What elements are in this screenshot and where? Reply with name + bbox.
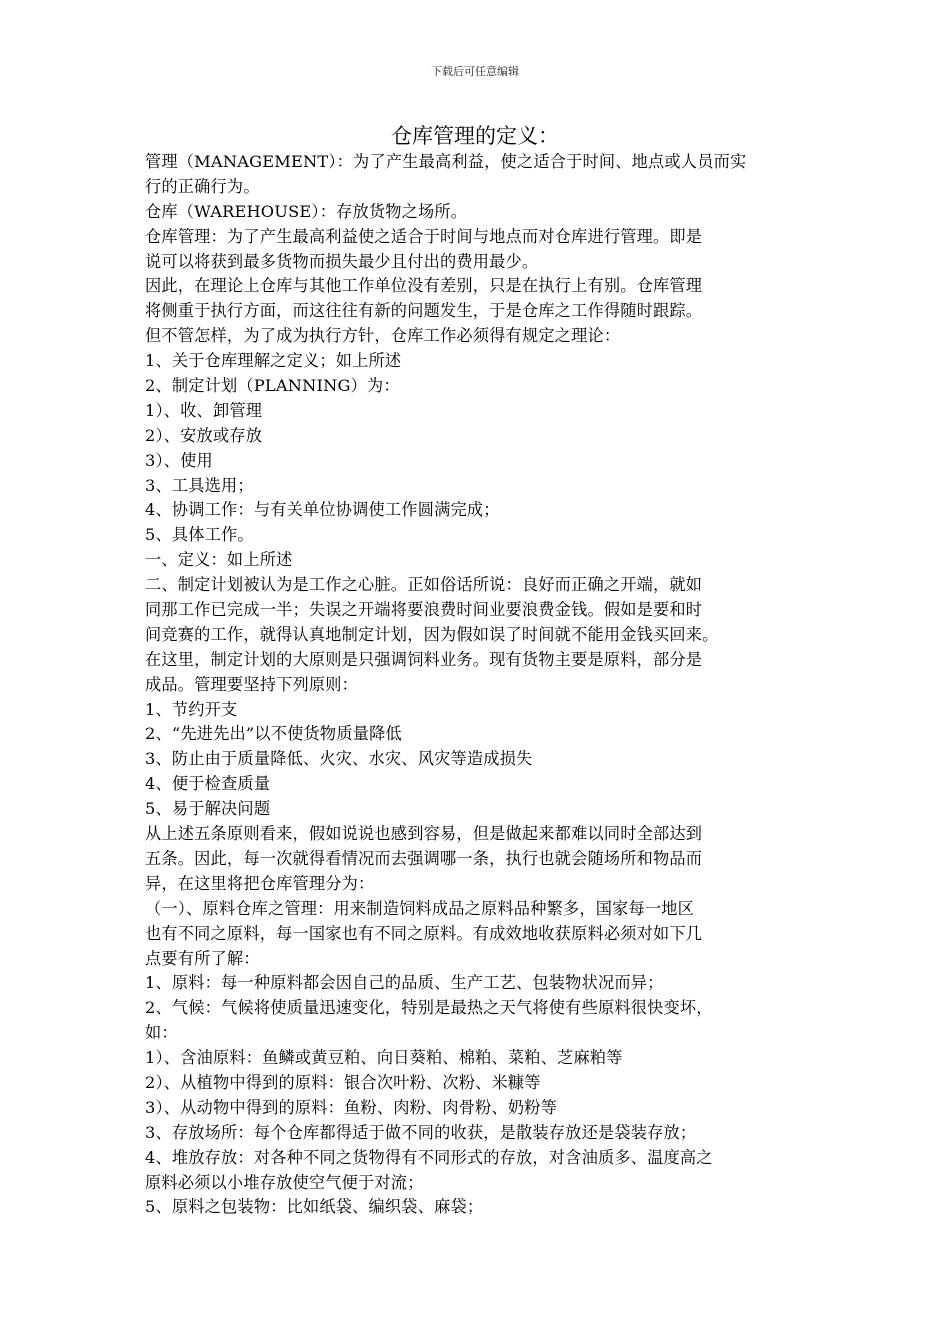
body-text-line: 但不管怎样，为了成为执行方针，仓库工作必须得有规定之理论： <box>145 326 621 346</box>
body-text-line: 一、定义：如上所述 <box>145 550 293 570</box>
document-body <box>145 150 813 1220</box>
body-text-line: 4、协调工作：与有关单位协调使工作圆满完成； <box>145 500 500 520</box>
body-text-line: （一）、原料仓库之管理：用来制造饲料成品之原料品种繁多，国家每一地区 <box>145 898 695 918</box>
body-text-line: 2）、从植物中得到的原料：银合次叶粉、次粉、米糠等 <box>145 1072 541 1092</box>
body-text-line: 说可以将获到最多货物而损失最少且付出的费用最少。 <box>145 251 539 271</box>
header-note: 下载后可任意编辑 <box>431 65 519 78</box>
body-text-line: 间竞赛的工作，就得认真地制定计划，因为假如误了时间就不能用金钱买回来。 <box>145 624 719 644</box>
body-text-line: 1）、收、卸管理 <box>145 400 263 420</box>
body-text-line: 行的正确行为。 <box>145 176 260 196</box>
body-text-line: 也有不同之原料，每一国家也有不同之原料。有成效地收获原料必须对如下几 <box>145 923 703 943</box>
body-text-line: 原料必须以小堆存放使空气便于对流； <box>145 1172 424 1192</box>
body-text-line: 3、工具选用； <box>145 475 254 495</box>
body-text-line: 二、制定计划被认为是工作之心脏。正如俗话所说：良好而正确之开端，就如 <box>145 575 703 595</box>
body-text-line: 同那工作已完成一半；失误之开端将要浪费时间业要浪费金钱。假如是要和时 <box>145 600 703 620</box>
body-text-line: 管理（MANAGEMENT）：为了产生最高利益，使之适合于时间、地点或人员而实 <box>145 152 747 171</box>
body-text-line: 1、关于仓库理解之定义；如上所述 <box>145 351 402 371</box>
body-text-line: 3、存放场所：每个仓库都得适于做不同的收获，是散装存放还是袋装存放； <box>145 1122 697 1142</box>
body-text-line: 从上述五条原则看来，假如说说也感到容易，但是做起来都难以同时全部达到 <box>145 824 703 844</box>
body-text-line: 2、气候：气候将使质量迅速变化，特别是最热之天气将使有些原料很快变坏， <box>145 998 713 1018</box>
body-text-line: 如： <box>145 1023 178 1043</box>
body-text-line: 成品。管理要坚持下列原则： <box>145 674 359 694</box>
body-text-line: 4、便于检查质量 <box>145 774 271 794</box>
body-text-line: 仓库（WAREHOUSE）：存放货物之场所。 <box>145 201 468 221</box>
body-text-line: 仓库管理：为了产生最高利益使之适合于时间与地点而对仓库进行管理。即是 <box>145 226 703 246</box>
body-text-line: 3）、使用 <box>145 450 213 470</box>
body-text-line: 1）、含油原料：鱼鳞或黄豆粕、向日葵粕、棉粕、菜粕、芝麻粕等 <box>145 1048 623 1068</box>
body-text-line: 因此，在理论上仓库与其他工作单位没有差别，只是在执行上有别。仓库管理 <box>145 276 703 296</box>
body-text-line: 1、原料：每一种原料都会因自己的品质、生产工艺、包装物状况而异； <box>145 973 664 993</box>
body-text-line: 5、原料之包装物：比如纸袋、编织袋、麻袋； <box>145 1197 484 1217</box>
body-text-line: 点要有所了解： <box>145 948 260 968</box>
body-text-line: 1、节约开支 <box>145 699 238 719</box>
body-text-line: 2）、安放或存放 <box>145 425 263 445</box>
body-text-line: 将侧重于执行方面，而这往往有新的问题发生，于是仓库之工作得随时跟踪。 <box>145 301 703 321</box>
body-text-line: 5、具体工作。 <box>145 525 254 545</box>
body-text-line: 3、防止由于质量降低、火灾、水灾、风灾等造成损失 <box>145 749 533 769</box>
body-text-line: 4、堆放存放：对各种不同之货物得有不同形式的存放，对含油质多、温度高之 <box>145 1147 713 1167</box>
body-text-line: 异，在这里将把仓库管理分为： <box>145 873 375 893</box>
body-text-line: 在这里，制定计划的大原则是只强调饲料业务。现有货物主要是原料，部分是 <box>145 649 703 669</box>
body-text-line: 3）、从动物中得到的原料：鱼粉、肉粉、肉骨粉、奶粉等 <box>145 1097 558 1117</box>
body-text-line: 2、“先进先出”以不使货物质量降低 <box>145 724 402 744</box>
document-title: 仓库管理的定义： <box>391 124 559 148</box>
body-text-line: 2、制定计划（PLANNING）为： <box>145 376 400 396</box>
body-text-line: 5、易于解决问题 <box>145 799 271 819</box>
body-text-line: 五条。因此，每一次就得看情况而去强调哪一条，执行也就会随场所和物品而 <box>145 848 703 868</box>
